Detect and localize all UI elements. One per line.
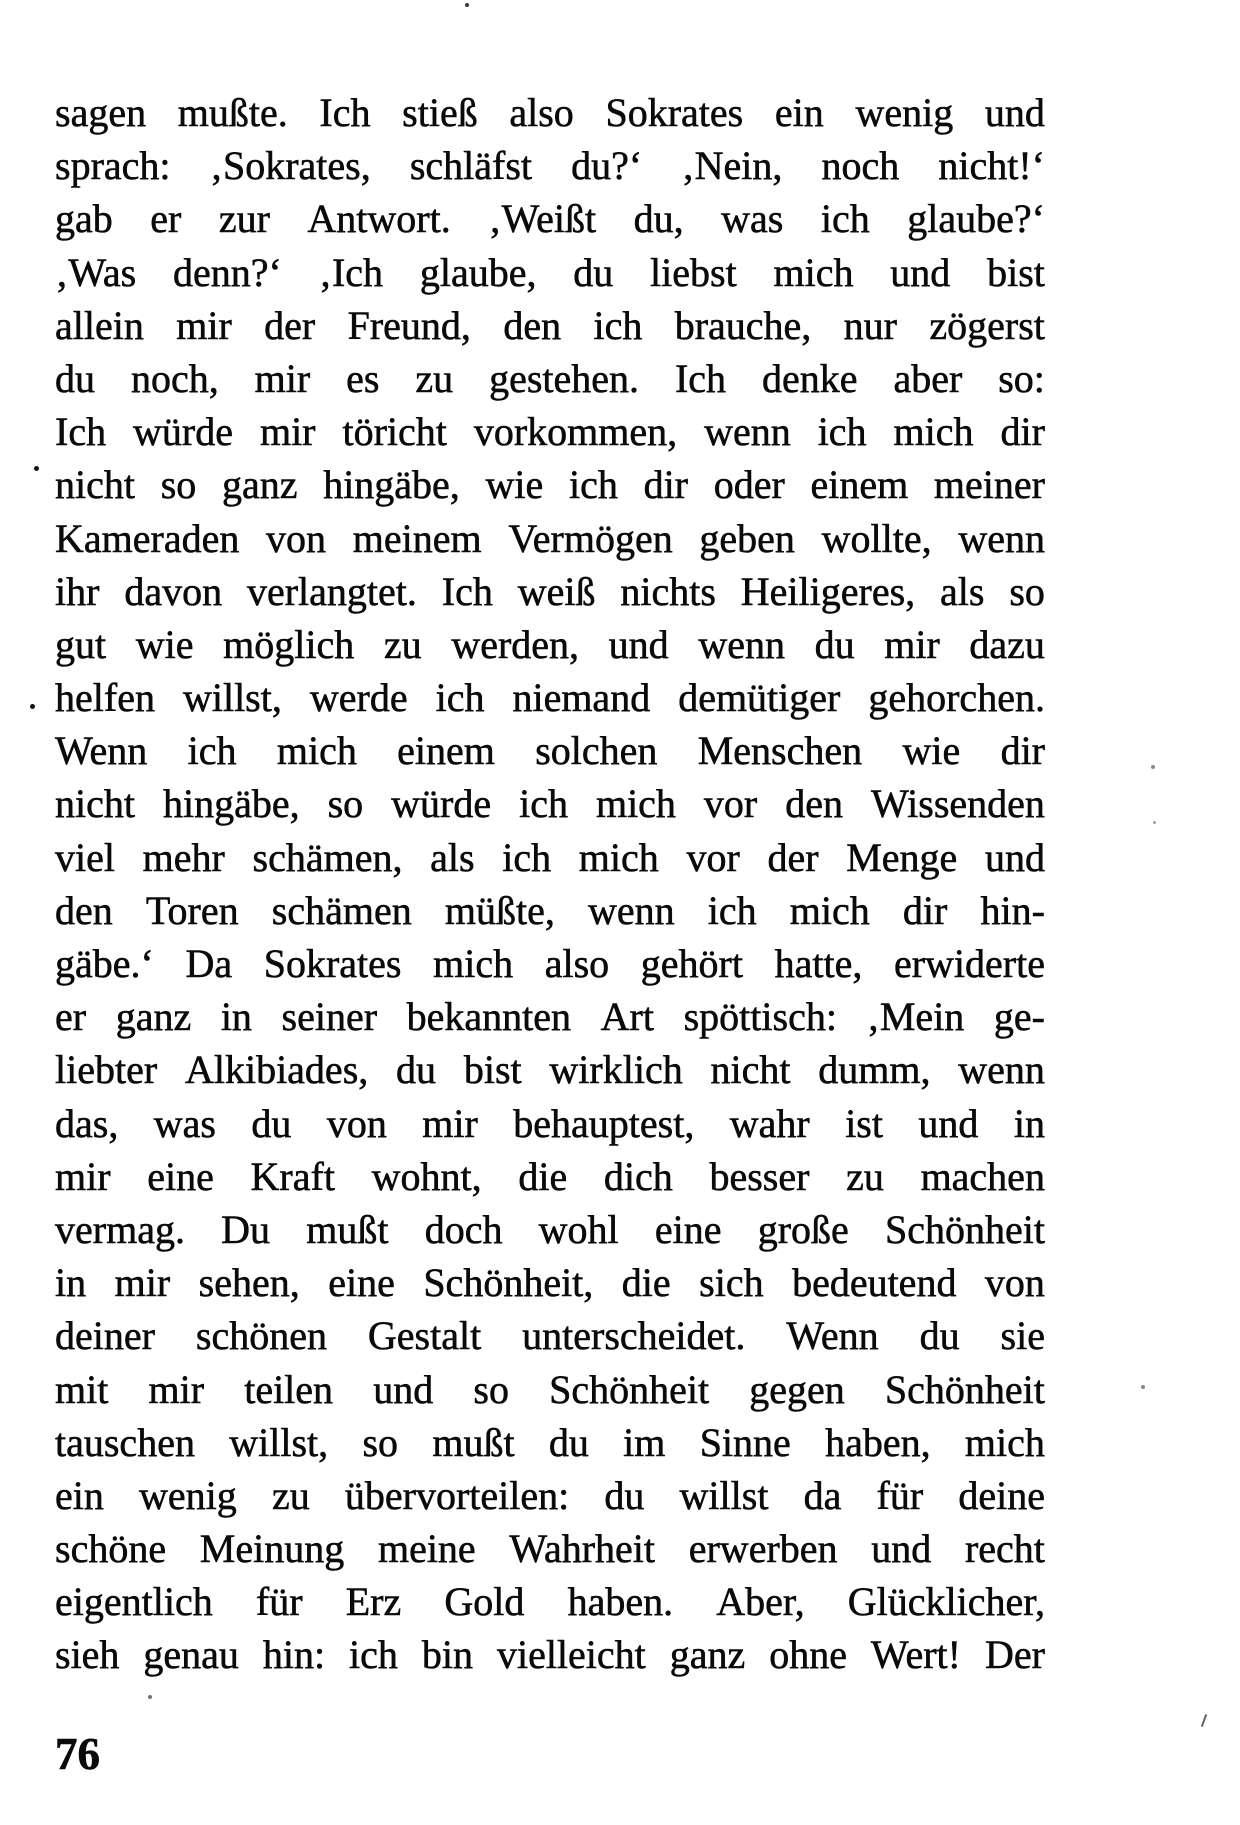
- text-line: gut wie möglich zu werden, und wenn du mir dazu: [55, 621, 1045, 667]
- text-line: viel mehr schämen, als ich mich vor der Menge und: [55, 834, 1045, 880]
- text-line: gäbe.‘ Da Sokrates mich also gehört hatte, erwiderte: [55, 941, 1045, 986]
- ink-speck: [465, 3, 469, 7]
- text-line: tauschen willst, so mußt du im Sinne haben, mich: [55, 1419, 1045, 1465]
- text-line: nicht so ganz hingäbe, wie ich dir oder einem meiner: [55, 462, 1045, 508]
- ink-speck: [1151, 765, 1155, 769]
- text-block: [55, 86, 1045, 1682]
- text-line: sagen mußte. Ich stieß also Sokrates ein wenig und: [55, 90, 1045, 135]
- text-line: ‚Was denn?‘ ‚Ich glaube, du liebst mich und bist: [55, 249, 1045, 295]
- text-line: mir eine Kraft wohnt, die dich besser zu machen: [55, 1153, 1045, 1199]
- text-line: in mir sehen, eine Schönheit, die sich bedeutend von: [55, 1260, 1045, 1306]
- text-line: Wenn ich mich einem solchen Menschen wie dir: [55, 728, 1045, 774]
- text-line: schöne Meinung meine Wahrheit erwerben und recht: [55, 1526, 1045, 1572]
- text-line: er ganz in seiner bekannten Art spöttisch: ‚Mein ge-: [55, 994, 1045, 1040]
- text-line: das, was du von mir behauptest, wahr ist und in: [55, 1100, 1045, 1146]
- text-line: ihr davon verlangtet. Ich weiß nichts Heiligeres, als so: [55, 568, 1045, 614]
- text-line: eigentlich für Erz Gold haben. Aber, Glücklicher,: [55, 1579, 1045, 1625]
- ink-speck: [148, 1695, 152, 1699]
- page-number: 76: [55, 1729, 100, 1779]
- text-line: sprach: ‚Sokrates, schläfst du?‘ ‚Nein, noch nicht!‘: [55, 143, 1045, 189]
- text-line: vermag. Du mußt doch wohl eine große Schönheit: [55, 1206, 1045, 1252]
- ink-speck: [34, 466, 39, 471]
- text-line: helfen willst, werde ich niemand demütiger gehorchen.: [55, 675, 1045, 721]
- text-line: Ich würde mir töricht vorkommen, wenn ich mich dir: [55, 409, 1045, 455]
- ink-speck: [30, 704, 35, 709]
- text-line: den Toren schämen müßte, wenn ich mich dir hin-: [55, 887, 1045, 933]
- text-line: ein wenig zu übervorteilen: du willst da für deine: [55, 1472, 1045, 1518]
- text-line: liebter Alkibiades, du bist wirklich nicht dumm, wenn: [55, 1047, 1045, 1093]
- text-line: gab er zur Antwort. ‚Weißt du, was ich glaube?‘: [55, 196, 1045, 242]
- text-line: Kameraden von meinem Vermögen geben wollte, wenn: [55, 515, 1045, 561]
- text-line: mit mir teilen und so Schönheit gegen Schönheit: [55, 1366, 1045, 1412]
- text-line: nicht hingäbe, so würde ich mich vor den Wissenden: [55, 781, 1045, 827]
- ink-speck: [1153, 821, 1156, 824]
- text-line: deiner schönen Gestalt unterscheidet. Wenn du sie: [55, 1313, 1045, 1359]
- ink-scratch: [1201, 1714, 1207, 1727]
- ink-speck: [1141, 1385, 1145, 1389]
- text-line: du noch, mir es zu gestehen. Ich denke aber so:: [55, 355, 1045, 401]
- text-line: sieh genau hin: ich bin vielleicht ganz ohne Wert! Der: [55, 1632, 1045, 1678]
- text-line: allein mir der Freund, den ich brauche, nur zögerst: [55, 302, 1045, 348]
